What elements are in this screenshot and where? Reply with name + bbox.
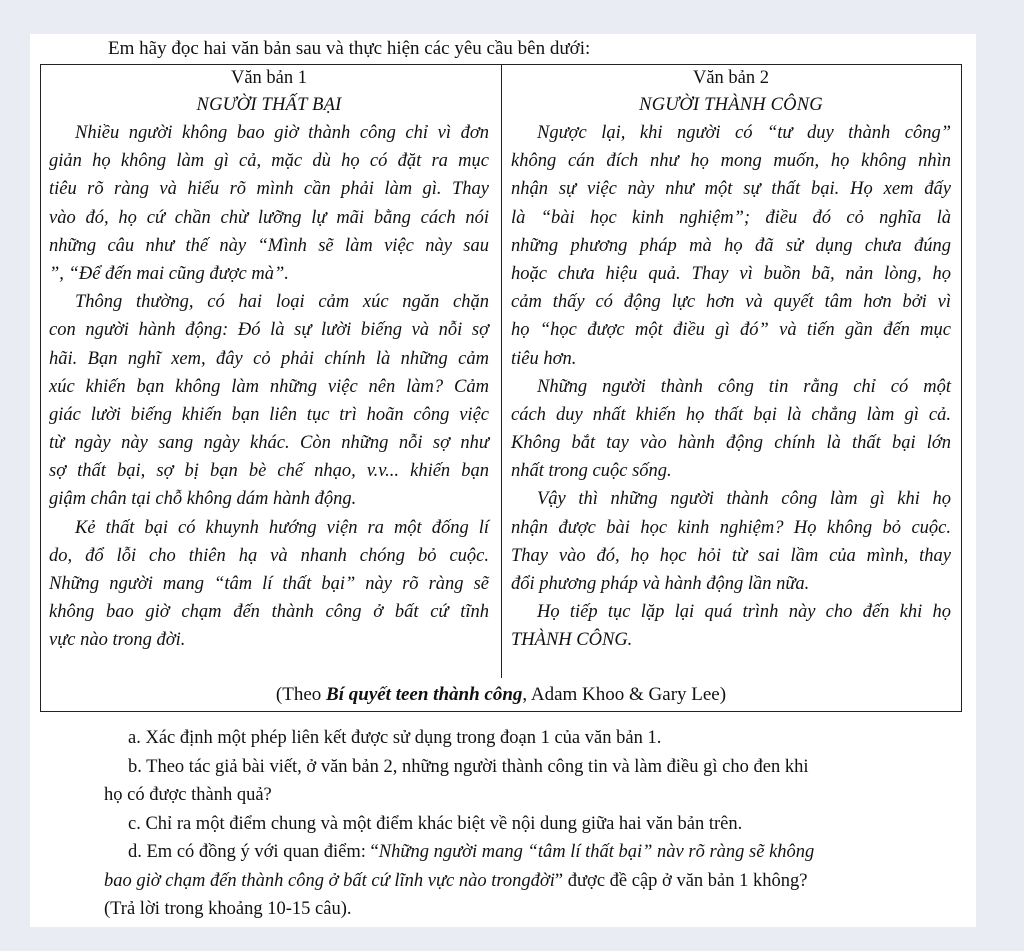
text2-line: THÀNH CÔNG. bbox=[511, 630, 633, 651]
text1-line: Nhiều người không bao giờ thành công chỉ vì đơn bbox=[75, 123, 489, 143]
text1-line: giản họ không làm gì cả, mặc dù họ có đặt ra mục bbox=[49, 151, 489, 172]
text2-line: hoặc chưa hiệu quả. Thay vì buồn bã, nản lòng, họ bbox=[511, 263, 951, 284]
text2-line: nhất trong cuộc sống. bbox=[511, 461, 672, 482]
text2-line: Thay vào đó, họ học hỏi từ sai lầm của mình, thay bbox=[511, 545, 951, 566]
question-b-cont: họ có được thành quả? bbox=[104, 785, 272, 805]
question-d-quote-cont: bao giờ chạm đến thành công ở bất cứ lĩnh vực nào trongđời bbox=[104, 870, 555, 891]
text1-line: Thông thường, có hai loại cảm xúc ngăn chặn bbox=[75, 292, 489, 313]
text1-line: hãi. Bạn nghĩ xem, đây cỏ phải chính là những cảm bbox=[49, 348, 489, 369]
question-d-quote: Những người mang “tâm lí thất bại” nàv rõ ràng sẽ không bbox=[378, 842, 815, 862]
question-d-note: (Trả lời trong khoảng 10-15 câu). bbox=[104, 899, 352, 919]
text2-line: tiêu hơn. bbox=[511, 348, 577, 369]
text2-column bbox=[511, 65, 951, 655]
text2-line: nhận được bài học kinh nghiệm? Họ không bỏ cuộc. bbox=[511, 517, 951, 538]
text2-line: Những người thành công tin rằng chỉ có một bbox=[537, 376, 951, 397]
text2-line: không cán đích như họ mong muốn, họ không nhìn bbox=[511, 151, 951, 172]
question-b: b. Theo tác giả bài viết, ở văn bản 2, những người thành công tin và làm điều gì cho đen khi bbox=[128, 756, 809, 777]
text2-line: đổi phương pháp và hành động lần nữa. bbox=[511, 574, 810, 594]
question-d bbox=[104, 838, 904, 867]
text2-line: Không bắt tay vào hành động chính là thất bại lớn bbox=[511, 433, 951, 454]
text1-line: sợ thất bại, sợ bị bạn bè chế nhạo, v.v... khiến bạn bbox=[49, 461, 489, 482]
text2-line: Vậy thì những người thành công làm gì khi họ bbox=[537, 489, 951, 510]
text1-title: NGƯỜI THẤT BẠI bbox=[196, 95, 342, 115]
source-book-title: Bí quyết teen thành công bbox=[326, 684, 523, 705]
text2-line: cảm thấy có động lực hơn và quyết tâm hơn bởi vì bbox=[511, 292, 951, 313]
text1-line: xúc khiến bạn không làm những việc nên làm? Cảm bbox=[49, 376, 489, 397]
texts-table bbox=[40, 64, 962, 712]
text1-line: vực nào trong đời. bbox=[49, 630, 186, 651]
text1-line: con người hành động: Đó là sự lười biếng và nỗi sợ bbox=[49, 320, 489, 341]
question-c: c. Chỉ ra một điểm chung và một điểm khác biệt về nội dung giữa hai văn bản trên. bbox=[128, 813, 743, 834]
text1-line: ”, “Để đến mai cũng được mà”. bbox=[49, 263, 289, 284]
source-suffix: , Adam Khoo & Gary Lee) bbox=[522, 684, 727, 705]
column-divider bbox=[501, 65, 502, 678]
text1-line: từ ngày này sang ngày khác. Còn những nỗi sợ như bbox=[49, 433, 489, 454]
text1-line: Kẻ thất bại có khuynh hướng viện ra một đống lí bbox=[75, 517, 489, 538]
intro-instruction: Em hãy đọc hai văn bản sau và thực hiện các yêu cầu bên dưới: bbox=[108, 38, 591, 59]
text2-line: Họ tiếp tục lặp lại quá trình này cho đến khi họ bbox=[537, 602, 951, 623]
text2-line: là “bài học kinh nghiệm”; điều đó cỏ nghĩa là bbox=[511, 207, 951, 228]
document-page bbox=[30, 34, 976, 927]
question-a: a. Xác định một phép liên kết được sử dụng trong đoạn 1 của văn bản 1. bbox=[128, 728, 662, 748]
text1-line: Những người mang “tâm lí thất bại” này rõ ràng sẽ bbox=[49, 574, 489, 594]
text1-line: những câu như thế này “Mình sẽ làm việc này sau bbox=[49, 235, 489, 256]
text1-label: Văn bản 1 bbox=[230, 68, 308, 88]
text1-line: không bao giờ chạm đến thành công ở bất cứ tĩnh bbox=[49, 602, 489, 623]
question-d-prefix: d. Em có đồng ý với quan điểm: “ bbox=[128, 842, 379, 862]
text1-line: tiêu rõ ràng và hiểu rõ mình cần phải làm gì. Thay bbox=[49, 179, 489, 200]
text1-column bbox=[49, 65, 489, 655]
questions-list bbox=[104, 724, 904, 924]
text1-line: giậm chân tại chỗ không dám hành động. bbox=[49, 489, 357, 510]
text2-title: NGƯỜI THÀNH CÔNG bbox=[639, 95, 823, 115]
source-prefix: (Theo bbox=[275, 684, 327, 705]
text2-line: cách duy nhất khiến họ thất bại là chẳng làm gì cả. bbox=[511, 404, 951, 425]
text1-line: giác lười biếng khiến bạn liên tục trì hoãn công việc bbox=[49, 404, 489, 425]
text2-line: những phương pháp mà họ đã sử dụng chưa đúng bbox=[511, 235, 951, 256]
text2-line: nhận sự việc này như một sự thất bại. Họ xem đấy bbox=[511, 179, 951, 200]
text2-line: họ “học được một điều gì đó” và tiến gần đến mục bbox=[511, 320, 951, 341]
text2-line: Ngược lại, khi người có “tư duy thành công” bbox=[537, 123, 951, 143]
text1-line: vào đó, họ cứ chần chừ lưỡng lự mãi bằng cách nói bbox=[49, 207, 489, 228]
text2-label: Văn bản 2 bbox=[692, 68, 770, 88]
text1-line: do, đổ lỗi cho thiên hạ và nhanh chóng bỏ cuộc. bbox=[49, 545, 489, 566]
question-d-suffix: ” được đề cập ở văn bản 1 không? bbox=[554, 870, 808, 891]
question-d-cont bbox=[104, 867, 904, 896]
source-citation bbox=[41, 678, 961, 711]
